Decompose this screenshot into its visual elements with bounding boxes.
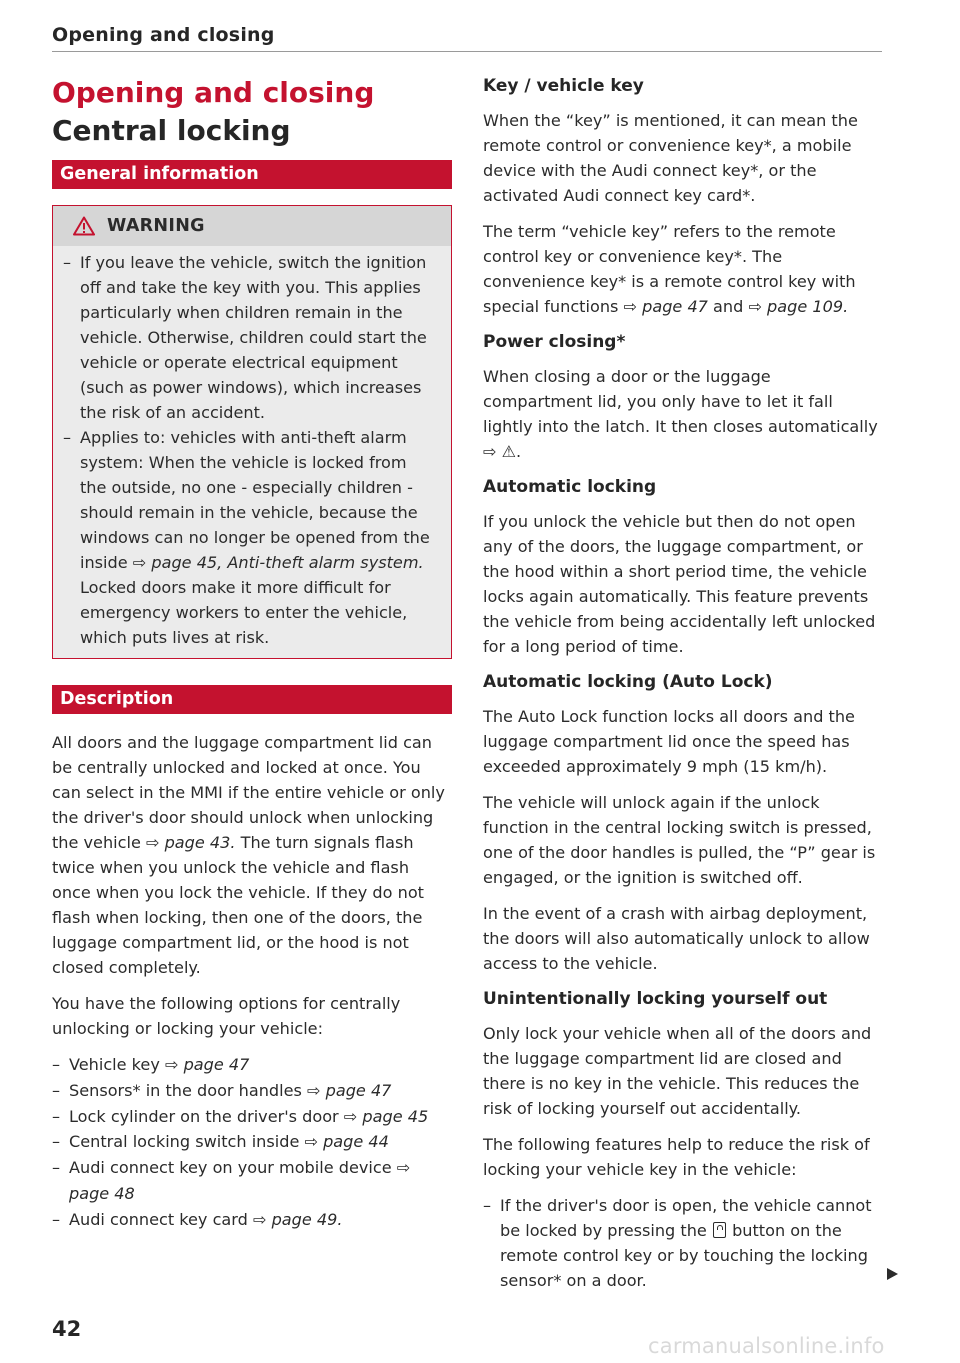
bullet-dash: – bbox=[63, 253, 72, 272]
locked-out-heading: Unintentionally locking yourself out bbox=[483, 989, 828, 1009]
power-closing-heading: Power closing* bbox=[483, 332, 626, 352]
page-reference-link[interactable]: ⇨ page 45, Anti-theft alarm system. bbox=[132, 553, 424, 572]
left-column bbox=[52, 70, 452, 1241]
warning-body bbox=[53, 246, 451, 658]
bullet-dash: – bbox=[52, 1080, 61, 1100]
option-text: Central locking switch inside bbox=[69, 1132, 300, 1152]
bullet-dash: – bbox=[63, 428, 72, 447]
bullet-dash: – bbox=[52, 1209, 61, 1229]
automatic-locking-paragraph: If you unlock the vehicle but then do not open any of the doors, the luggage compartment, or the hood within a short period time, the vehicle locks again automatically. This feature prevents the vehicle from being accidentally left unlocked for a long period of time. bbox=[483, 512, 876, 656]
automatic-locking-heading: Automatic locking bbox=[483, 477, 657, 497]
bullet-dash: – bbox=[483, 1196, 492, 1215]
options-intro: You have the following options for centrally unlocking or locking your vehicle: bbox=[52, 994, 401, 1038]
list-item bbox=[52, 1207, 452, 1233]
option-text: Audi connect key card bbox=[69, 1209, 248, 1229]
bullet-dash: – bbox=[52, 1132, 61, 1152]
power-closing-paragraph bbox=[483, 364, 883, 464]
page-reference-link[interactable]: ⇨ page 109. bbox=[748, 297, 849, 316]
page-reference-link[interactable]: ⇨ page 45 bbox=[343, 1106, 429, 1126]
page-number: 42 bbox=[52, 1317, 82, 1341]
running-header: Opening and closing bbox=[52, 24, 275, 46]
description-text: All doors and the luggage compartment lid can be centrally unlocked and locked at once. You can select in the MMI if the entire vehicle or only the driver's door should unlock when unlocking the vehicle bbox=[52, 733, 445, 852]
list-item-text: button on the remote control key or by touching the locking sensor* on a door. bbox=[500, 1221, 868, 1290]
auto-lock-paragraph: The Auto Lock function locks all doors and the luggage compartment lid once the speed has exceeded approximately 9 mph (15 km/h). bbox=[483, 707, 855, 776]
auto-lock-heading: Automatic locking (Auto Lock) bbox=[483, 672, 773, 692]
continue-arrow-icon bbox=[886, 1268, 898, 1280]
option-text: Lock cylinder on the driver's door bbox=[69, 1106, 339, 1126]
description-text: The turn signals flash twice when you unlock the vehicle and flash once when you lock the vehicle. If they do not flash when locking, then one of the doors, the luggage compartment lid, or the hood is not closed completely. bbox=[52, 833, 424, 977]
general-information-heading: General information bbox=[52, 160, 452, 189]
header-divider bbox=[52, 51, 882, 52]
locked-out-paragraph: Only lock your vehicle when all of the doors and the luggage compartment lid are closed and there is no key in the vehicle. This reduces the risk of locking yourself out accidentally. bbox=[483, 1024, 872, 1118]
warning-header bbox=[53, 206, 451, 246]
list-item bbox=[52, 1078, 452, 1104]
section-title: Central locking bbox=[52, 114, 291, 147]
bullet-dash: – bbox=[52, 1158, 61, 1178]
list-item bbox=[52, 1129, 452, 1155]
right-column bbox=[483, 74, 883, 1293]
warning-item bbox=[63, 425, 437, 650]
paragraph-text: The term “vehicle key” refers to the remote control key or convenience key*. The convenience key* is a remote control key with special functions bbox=[483, 222, 856, 316]
warning-triangle-icon bbox=[73, 216, 95, 236]
lock-button-icon bbox=[713, 1222, 726, 1238]
paragraph-text: When closing a door or the luggage compartment lid, you only have to let it fall lightly into the latch. It then closes automatically bbox=[483, 367, 878, 436]
warning-text: Applies to: vehicles with anti-theft alarm system: When the vehicle is locked from the outside, no one - especially children - should remain in the vehicle, because the windows can no longer be opened from the inside bbox=[80, 428, 430, 572]
page-reference-link[interactable]: ⇨ page 47 bbox=[307, 1080, 392, 1100]
auto-unlock-paragraph: The vehicle will unlock again if the unlock function in the central locking switch is pressed, one of the door handles is pulled, the “P” gear is engaged, or the ignition is switched off. bbox=[483, 793, 876, 887]
features-intro: The following features help to reduce the risk of locking your vehicle key in the vehicle: bbox=[483, 1135, 870, 1179]
watermark: carmanualsonline.info bbox=[648, 1334, 885, 1358]
bullet-dash: – bbox=[52, 1106, 61, 1126]
list-item bbox=[52, 1155, 452, 1207]
list-item bbox=[52, 1052, 452, 1078]
description-paragraph bbox=[52, 730, 452, 980]
warning-text: Locked doors make it more difficult for emergency workers to enter the vehicle, which puts lives at risk. bbox=[80, 578, 408, 647]
paragraph-text: and bbox=[713, 297, 744, 316]
key-heading: Key / vehicle key bbox=[483, 76, 644, 96]
page-reference-link[interactable]: ⇨ page 44 bbox=[304, 1132, 389, 1152]
warning-text: If you leave the vehicle, switch the ignition off and take the key with you. This applies particularly when children remain in the vehicle. Otherwise, children could start the vehicle or operate electrical equipment (such as power windows), which increases the risk of an accident. bbox=[80, 253, 427, 422]
warning-reference-link[interactable]: ⇨ ⚠. bbox=[483, 442, 522, 461]
warning-label: WARNING bbox=[107, 216, 205, 236]
crash-unlock-paragraph: In the event of a crash with airbag deployment, the doors will also automatically unlock to allow access to the vehicle. bbox=[483, 904, 870, 973]
page-reference-link[interactable]: ⇨ page 48 bbox=[69, 1158, 411, 1203]
page-reference-link[interactable]: ⇨ page 47 bbox=[164, 1055, 250, 1074]
list-item-text: If the driver's door is open, the vehicle cannot be locked by pressing the bbox=[500, 1196, 872, 1240]
vehicle-key-paragraph bbox=[483, 219, 883, 319]
description-heading: Description bbox=[52, 685, 452, 714]
warning-item bbox=[63, 250, 437, 425]
bullet-dash: – bbox=[52, 1055, 61, 1074]
list-item bbox=[52, 1104, 452, 1130]
list-item bbox=[483, 1193, 883, 1293]
option-text: Vehicle key bbox=[69, 1055, 160, 1074]
chapter-title: Opening and closing bbox=[52, 76, 375, 109]
option-text: Audi connect key on your mobile device bbox=[69, 1158, 392, 1178]
warning-box bbox=[52, 205, 452, 659]
key-paragraph: When the “key” is mentioned, it can mean the remote control or convenience key*, a mobile device with the Audi connect key*, or the activated Audi connect key card*. bbox=[483, 111, 858, 205]
option-text: Sensors* in the door handles bbox=[69, 1080, 302, 1100]
page-reference-link[interactable]: ⇨ page 49. bbox=[252, 1209, 343, 1229]
page-reference-link[interactable]: ⇨ page 47 bbox=[623, 297, 708, 316]
page-reference-link[interactable]: ⇨ page 43. bbox=[145, 833, 236, 852]
locking-options-list bbox=[52, 1052, 452, 1233]
